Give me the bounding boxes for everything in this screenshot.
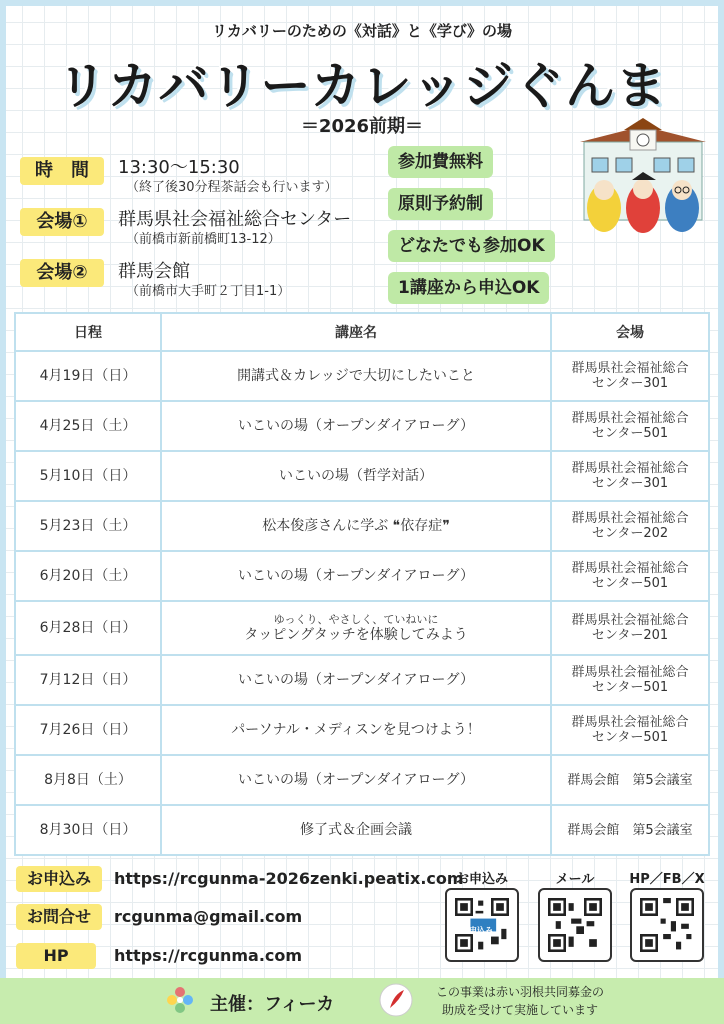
qr-code-icon <box>548 898 602 952</box>
venue-line2: センター301 <box>591 376 669 391</box>
table-row <box>15 655 709 705</box>
footer-bar <box>0 978 724 1024</box>
row-venue <box>551 705 709 755</box>
venue1-name: 群馬県社会福祉総合センター <box>118 209 352 230</box>
venue-line1: 群馬県社会福祉総合 <box>571 665 689 680</box>
row-date: 6月28日（日） <box>15 601 161 655</box>
row-course: いこいの場（哲学対話） <box>161 451 551 501</box>
row-course <box>161 601 551 655</box>
row-date: 7月26日（日） <box>15 705 161 755</box>
venue2-name: 群馬会館 <box>118 261 190 282</box>
venue-line1: 群馬県社会福祉総合 <box>571 561 689 576</box>
row-date: 8月8日（土） <box>15 755 161 805</box>
highlight-free: 参加費無料 <box>388 146 493 178</box>
red-feather-icon <box>378 982 414 1018</box>
venue-line1: 群馬県社会福祉総合 <box>571 361 689 376</box>
table-row <box>15 601 709 655</box>
table-row <box>15 551 709 601</box>
venue-line1: 群馬県社会福祉総合 <box>571 461 689 476</box>
table-row <box>15 401 709 451</box>
footer-organizer: 主催：フィーカ <box>210 994 335 1015</box>
table-row <box>15 351 709 401</box>
row-venue: 群馬会館 第5会議室 <box>551 755 709 805</box>
fika-logo-icon <box>164 984 196 1016</box>
row-course: 開講式＆カレッジで大切にしたいこと <box>161 351 551 401</box>
schedule-table <box>14 312 710 856</box>
venue-line1: 群馬県社会福祉総合 <box>571 715 689 730</box>
venue-line1: 群馬県社会福祉総合 <box>571 411 689 426</box>
course-subtitle: ゆっくり、やさしく、ていねいに <box>273 613 439 626</box>
qr-mail-title: メール <box>555 872 595 887</box>
footer-note-line2: 助成を受けて実施しています <box>441 1003 598 1017</box>
table-row <box>15 755 709 805</box>
row-course: いこいの場（オープンダイアローグ） <box>161 401 551 451</box>
row-course: いこいの場（オープンダイアローグ） <box>161 755 551 805</box>
hp-link[interactable]: https://rcgunma.com <box>114 946 303 965</box>
highlight-reservation: 原則予約制 <box>388 188 493 220</box>
venue1-address: （前橋市新前橋町13-12） <box>126 232 281 247</box>
table-row <box>15 805 709 855</box>
school-dolls-illustration <box>576 118 710 242</box>
schedule-header-row <box>15 313 709 351</box>
venue-line2: センター501 <box>591 426 669 441</box>
table-row <box>15 501 709 551</box>
row-venue <box>551 451 709 501</box>
row-venue <box>551 655 709 705</box>
row-date: 5月23日（土） <box>15 501 161 551</box>
row-course: パーソナル・メディスンを見つけよう！ <box>161 705 551 755</box>
term-label: ＝2026前期＝ <box>300 116 424 137</box>
row-venue <box>551 601 709 655</box>
venue-line1: 群馬県社会福祉総合 <box>571 613 689 628</box>
row-venue <box>551 351 709 401</box>
row-date: 6月20日（土） <box>15 551 161 601</box>
inquiry-email-link[interactable]: rcgunma@gmail.com <box>114 907 303 926</box>
qr-sns-title: HP／FB／X <box>629 872 705 887</box>
row-venue <box>551 501 709 551</box>
highlight-anyone: どなたでも参加OK <box>388 230 555 262</box>
row-venue: 群馬会館 第5会議室 <box>551 805 709 855</box>
row-course: いこいの場（オープンダイアローグ） <box>161 551 551 601</box>
qr-sns-code[interactable] <box>630 888 704 962</box>
venue2-label: 会場② <box>20 259 104 287</box>
row-course: 修了式＆企画会議 <box>161 805 551 855</box>
qr-apply-badge: 申込み <box>469 926 493 935</box>
apply-label: お申込み <box>16 866 102 892</box>
row-venue <box>551 551 709 601</box>
page-subtitle: リカバリーのための《対話》と《学び》の場 <box>211 22 512 40</box>
venue-line2: センター301 <box>591 476 669 491</box>
venue-line2: センター501 <box>591 680 669 695</box>
table-row <box>15 451 709 501</box>
header-venue: 会場 <box>551 313 709 351</box>
course-title: タッピングタッチを体験してみよう <box>244 627 468 643</box>
venue-line2: センター201 <box>591 628 669 643</box>
highlight-single-course: 1講座から申込OK <box>388 272 549 304</box>
venue-line2: センター501 <box>591 576 669 591</box>
time-label: 時 間 <box>20 157 104 185</box>
venue2-address: （前橋市大手町２丁目1-1） <box>126 284 291 299</box>
footer-note <box>420 983 620 1019</box>
venue-line2: センター501 <box>591 730 669 745</box>
time-value: 13:30〜15:30 <box>118 157 240 178</box>
venue-line1: 群馬県社会福祉総合 <box>571 511 689 526</box>
page-title: リカバリーカレッジぐんま <box>57 57 667 115</box>
apply-link[interactable]: https://rcgunma-2026zenki.peatix.com <box>114 869 464 888</box>
row-date: 4月25日（土） <box>15 401 161 451</box>
time-note: （終了後30分程茶話会も行います） <box>126 180 338 195</box>
row-course: いこいの場（オープンダイアローグ） <box>161 655 551 705</box>
venue-line2: センター202 <box>591 526 669 541</box>
qr-apply-title: お申込み <box>455 872 508 887</box>
row-date: 7月12日（日） <box>15 655 161 705</box>
row-venue <box>551 401 709 451</box>
inquiry-label: お問合せ <box>16 904 102 930</box>
hp-label: HP <box>16 943 96 969</box>
venue1-label: 会場① <box>20 208 104 236</box>
row-date: 5月10日（日） <box>15 451 161 501</box>
table-row <box>15 705 709 755</box>
row-date: 8月30日（日） <box>15 805 161 855</box>
qr-code-icon <box>640 898 694 952</box>
header-course: 講座名 <box>161 313 551 351</box>
row-date: 4月19日（日） <box>15 351 161 401</box>
qr-mail-code[interactable] <box>538 888 612 962</box>
header-date: 日程 <box>15 313 161 351</box>
footer-note-line1: この事業は赤い羽根共同募金の <box>435 985 604 999</box>
row-course: 松本俊彦さんに学ぶ ❝依存症❞ <box>161 501 551 551</box>
